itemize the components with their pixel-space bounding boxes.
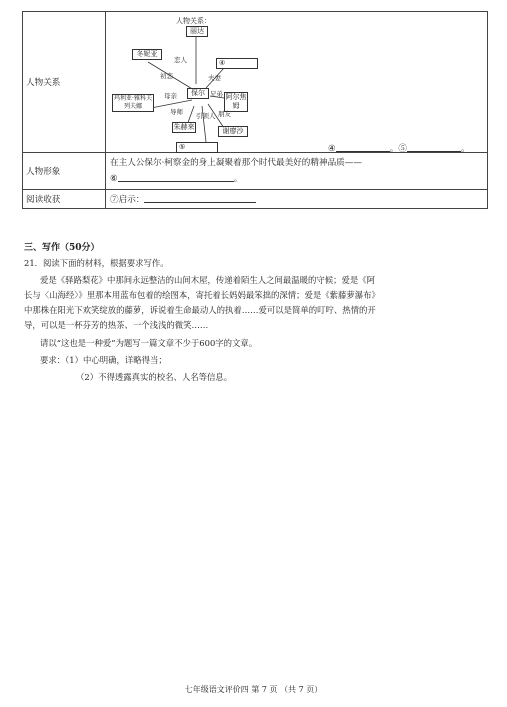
answer-blank-6[interactable] xyxy=(118,172,234,182)
node-blank4: ④ xyxy=(216,58,258,69)
material-line-2: 长与〈山海经〉》里那本用蓝布包着的绘图本，寄托着长妈妈最笨拙的深情；爱是《紫藤萝瀑布》 xyxy=(24,290,380,300)
reading-table xyxy=(22,11,488,209)
rel-girlfriend: 初恋 xyxy=(160,72,173,80)
rel-mother: 母亲 xyxy=(164,92,177,100)
row-label: 人物关系 xyxy=(23,12,106,153)
node-dongniya: 冬妮亚 xyxy=(132,49,162,60)
row-gain xyxy=(23,190,488,209)
row-label: 阅读收获 xyxy=(23,190,106,209)
answer-blank-4[interactable] xyxy=(336,142,390,152)
requirement-1: 要求：（1）中心明确，详略得当； xyxy=(40,355,167,365)
requirement-2: （2）不得透露真实的校名、人名等信息。 xyxy=(76,372,233,382)
rel-friend: 朋友 xyxy=(218,110,231,118)
section-title: 三、写作（50分） xyxy=(24,243,100,253)
node-blank5: ⑤ xyxy=(176,142,218,153)
writing-prompt: 请以“这也是一种爱”为题写一篇文章不少于600字的文章。 xyxy=(40,338,258,348)
answer-blank-7[interactable] xyxy=(144,193,256,203)
rel-brother: 兄弟 xyxy=(210,90,223,98)
relation-diagram xyxy=(106,12,488,153)
diagram-answers: ④ 。⑤ 。 xyxy=(328,144,470,154)
row-image xyxy=(23,153,488,190)
page-footer: 七年级语文评价四 第 7 页 （共 7 页） xyxy=(184,685,323,694)
rel-wife: 夫妻 xyxy=(208,74,221,82)
gain-cell: ⑦启示： xyxy=(106,190,488,209)
answer-blank-5[interactable] xyxy=(407,142,461,152)
node-lida: 丽达 xyxy=(186,26,208,37)
row-label: 人物形象 xyxy=(23,153,106,190)
node-aerteng: 阿尔焦姆 xyxy=(225,93,247,110)
rel-mentor: 导师 xyxy=(170,108,183,116)
node-baoer: 保尔 xyxy=(187,88,209,99)
diagram-lines xyxy=(106,12,492,152)
node-mother: 玛利亚·雅科夫列夫娜 xyxy=(112,94,154,112)
row-relations xyxy=(23,12,488,153)
node-zhuhelai: 朱赫来 xyxy=(173,123,195,131)
material-line-4: 导，可以是一杯芬芳的热茶、一个浅浅的微笑…… xyxy=(24,320,209,330)
material-line-3: 中那株在阳光下欢笑绽放的藤萝，诉说着生命最动人的执着……爱可以是简单的叮咛、热情的开 xyxy=(24,305,376,315)
diagram-title: 人物关系： xyxy=(176,17,211,25)
rel-guide: 引领人 xyxy=(196,112,216,120)
image-cell: 在主人公保尔·柯察金的身上凝聚着那个时代最美好的精神品质—— ⑥ 。 xyxy=(106,153,488,190)
rel-lover: 恋人 xyxy=(174,56,187,64)
material-line-1: 爱是《驿路梨花》中那间永远整洁的山间木屋，传递着陌生人之间最温暖的守候；爱是《阿 xyxy=(40,275,375,285)
node-hualisha: 谢廖沙 xyxy=(218,126,248,137)
question-21: 21．阅读下面的材料，根据要求写作。 xyxy=(24,258,169,268)
